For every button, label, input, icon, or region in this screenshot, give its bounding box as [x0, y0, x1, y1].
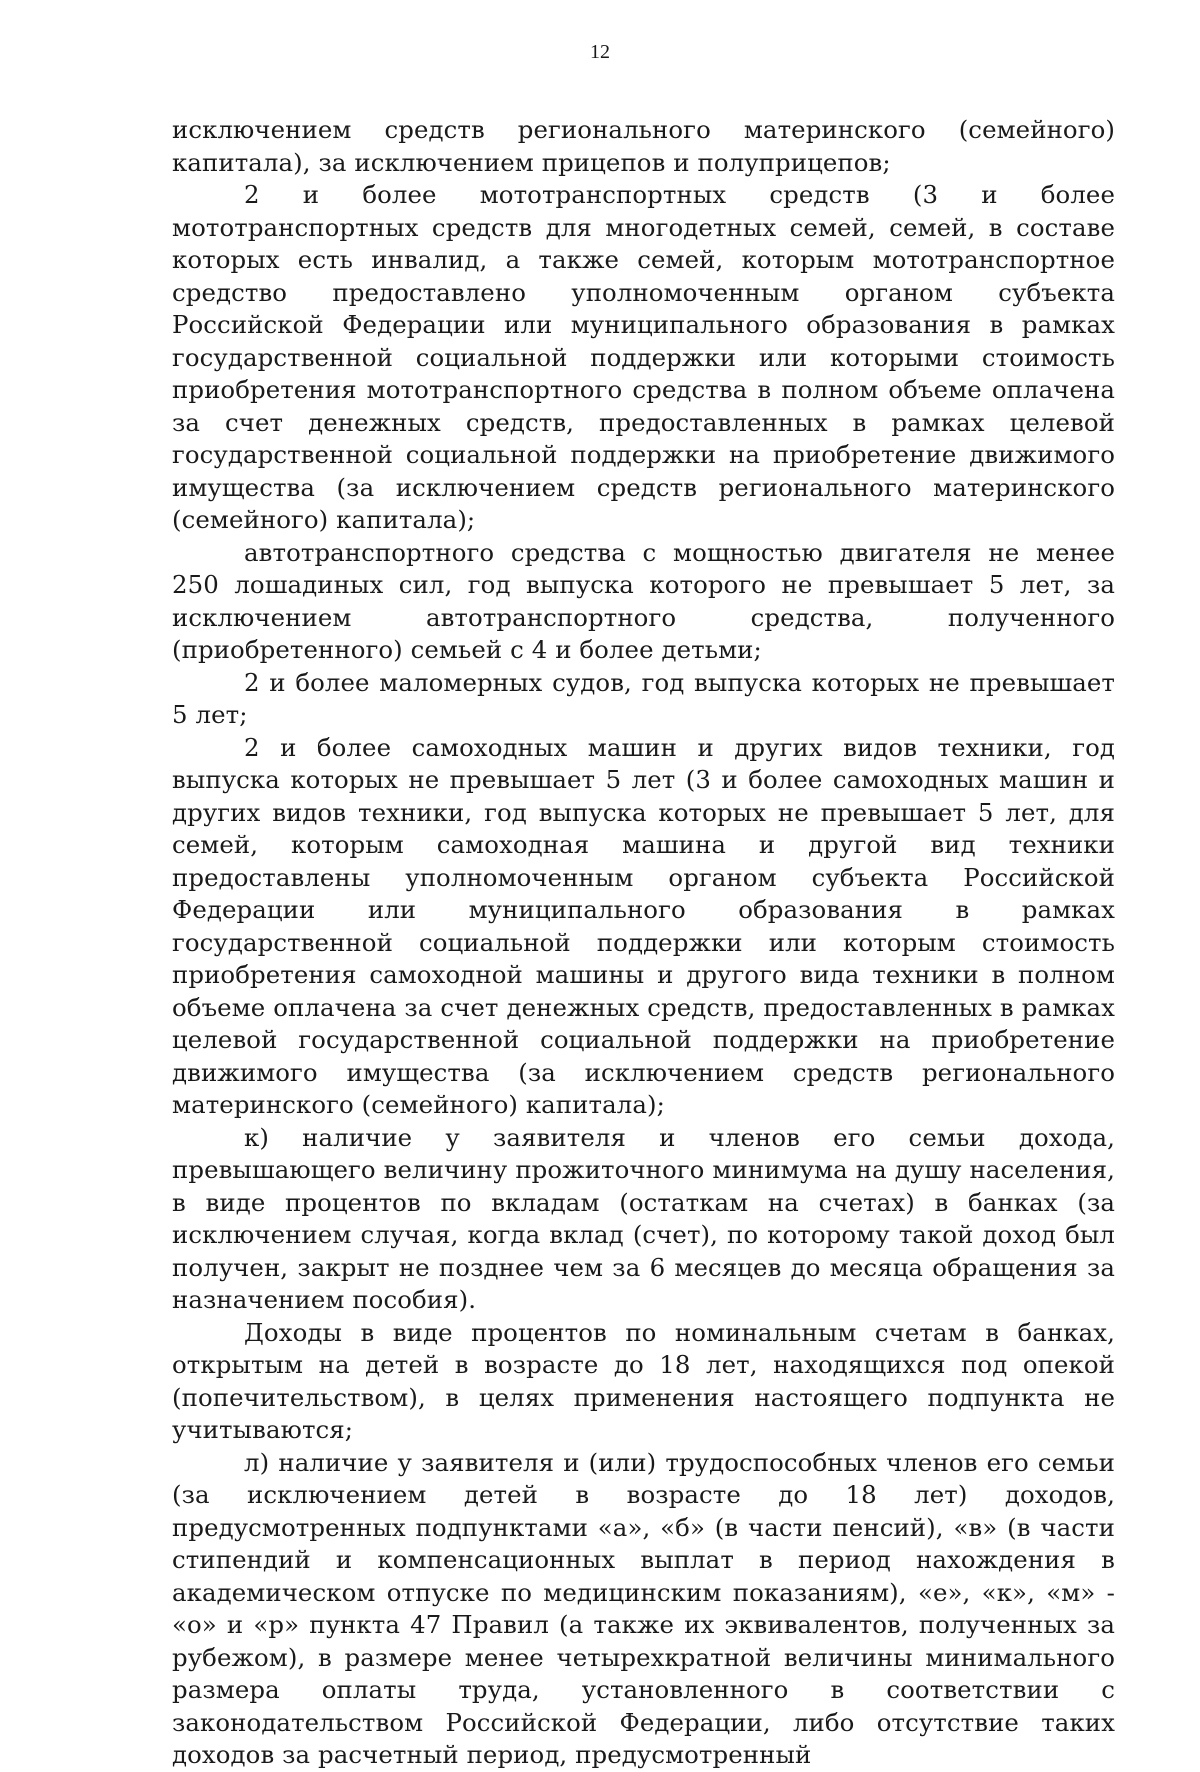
paragraph: 2 и более мототранспортных средств (3 и более мототранспортных средств для многодетных семей, семей, в составе которых есть инвалид, а также семей, которым мототранспортное средство предоставлено уполномоченным органом субъекта Российской Федерации или муниципального образования в рамках государственной социальной поддержки или которыми стоимость приобретения мототранспортного средства в полном объеме оплачена за счет денежных средств, предоставленных в рамках целевой государственной социальной поддержки на приобретение движимого имущества (за исключением средств регионального материнского (семейного) капитала); — [172, 180, 1115, 534]
paragraph: автотранспортного средства с мощностью двигателя не менее 250 лошадиных сил, год выпуска которого не превышает 5 лет, за исключением автотранспортного средства, полученного (приобретенного) семьей с 4 и более детьми; — [172, 537, 1115, 664]
paragraph: исключением средств регионального материнского (семейного) капитала), за исключением прицепов и полуприцепов; — [172, 115, 1115, 177]
document-body — [172, 114, 1115, 1772]
paragraph: Доходы в виде процентов по номинальным счетам в банках, открытым на детей в возрасте до 18 лет, находящихся под опекой (попечительством), в целях применения настоящего подпункта не учитываются; — [172, 1317, 1115, 1444]
paragraph: 2 и более маломерных судов, год выпуска которых не превышает 5 лет; — [172, 667, 1115, 729]
paragraph: 2 и более самоходных машин и других видов техники, год выпуска которых не превышает 5 лет (3 и более самоходных машин и других видов техники, год выпуска которых не превышает 5 лет, для семей, которым самоходная машина и другой вид техники предоставлены уполномоченным органом субъекта Российской Федерации или муниципального образования в рамках государственной социальной поддержки или которым стоимость приобретения самоходной машины и другого вида техники в полном объеме оплачена за счет денежных средств, предоставленных в рамках целевой государственной социальной поддержки на приобретение движимого имущества (за исключением средств регионального материнского (семейного) капитала); — [172, 732, 1115, 1119]
paragraph: к) наличие у заявителя и членов его семьи дохода, превышающего величину прожиточного минимума на душу населения, в виде процентов по вкладам (остаткам на счетах) в банках (за исключением случая, когда вклад (счет), по которому такой доход был получен, закрыт не позднее чем за 6 месяцев до месяца обращения за назначением пособия). — [172, 1122, 1115, 1314]
page-number: 12 — [590, 41, 610, 63]
paragraph: л) наличие у заявителя и (или) трудоспособных членов его семьи (за исключением детей в возрасте до 18 лет) доходов, предусмотренных подпунктами «а», «б» (в части пенсий), «в» (в части стипендий и компенсационных выплат в период нахождения в академическом отпуске по медицинским показаниям), «е», «к», «м» - «о» и «р» пункта 47 Правил (а также их эквивалентов, полученных за рубежом), в размере менее четырехкратной величины минимального размера оплаты труда, установленного в соответствии с законодательством Российской Федерации, либо отсутствие таких доходов за расчетный период, предусмотренный — [172, 1447, 1115, 1769]
